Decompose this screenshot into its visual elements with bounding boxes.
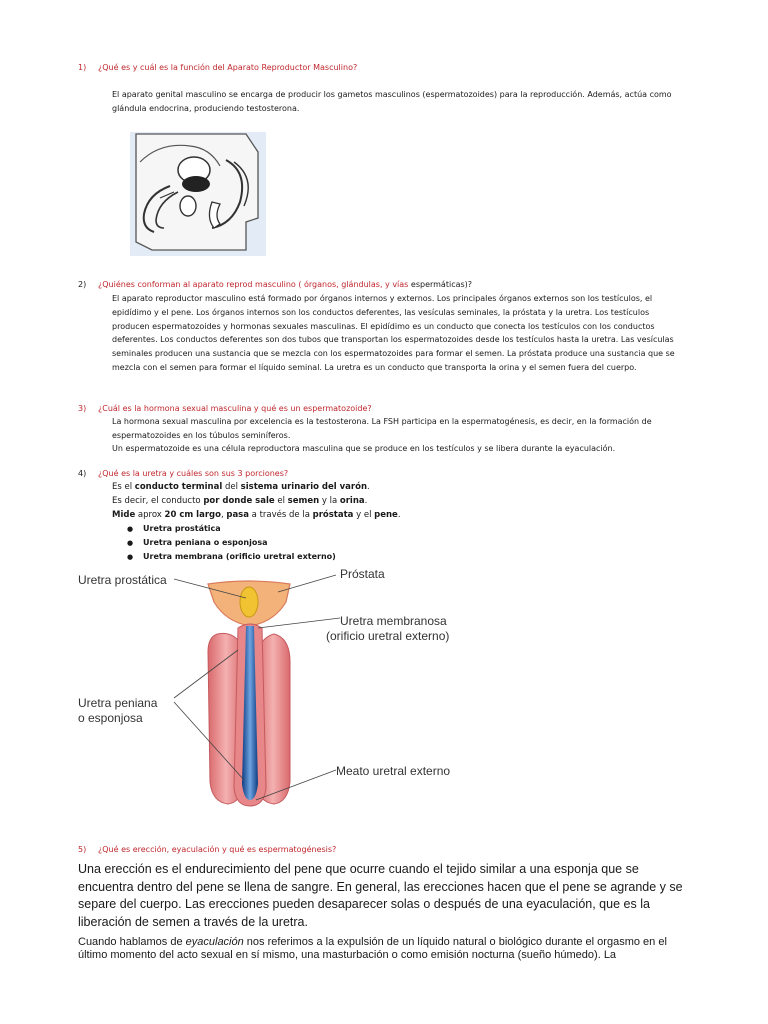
text-run: . xyxy=(397,510,401,520)
text-run: semen xyxy=(287,496,320,506)
urethra-diagram xyxy=(78,562,478,812)
question-5-heading xyxy=(78,844,336,855)
label-external-meatus: Meato uretral externo xyxy=(336,764,451,778)
question-number: 4) xyxy=(78,469,87,478)
question-text: ¿Quiénes conforman al aparato reprod masculino ( órganos, glándulas, y vías xyxy=(98,280,409,289)
answer-2: El aparato reproductor masculino está formado por órganos internos y externos. Los principales órganos externos son los testículos, el epidídimo y el pene. Los órganos internos son los conductos deferentes, las vesículas seminales, la próstata y la uretra. Los testículos producen espermatozoides y hormonas sexuales masculinas. El epidídimo es un conducto que conecta los testículos con los conductos deferentes. Los conductos deferentes son dos tubos que transportan los espermatozoides desde los testículos hasta la uretra. Las vesículas seminales producen una sustancia que se mezcla con los espermatozoides para formar el semen. La próstata produce una sustancia que se mezcla con el semen para formar el líquido seminal. La uretra es un conducto que transporta la orina y el semen fuera del cuerpo. xyxy=(112,294,675,372)
label-prostate: Próstata xyxy=(340,567,385,581)
answer-4-line-2 xyxy=(112,495,682,509)
text-run: conducto terminal xyxy=(134,482,223,492)
text-run: orina xyxy=(339,496,365,506)
answer-1: El aparato genital masculino se encarga de producir los gametos masculinos (espermatozoides) para la reproducción. Además, actúa como glándula endocrina, produciendo testosterona. xyxy=(112,90,672,113)
text-run: sistema urinario del varón xyxy=(240,482,367,492)
text-run: próstata xyxy=(312,510,354,520)
text-run: aprox xyxy=(135,510,165,520)
label-penile-urethra-2: o esponjosa xyxy=(78,711,143,725)
prostatic-gland-shape xyxy=(240,587,258,617)
leader-line xyxy=(258,618,340,628)
question-text: ¿Qué es erección, eyaculación y qué es espermatogénesis? xyxy=(98,845,337,854)
text-run: y la xyxy=(319,496,340,506)
question-number: 3) xyxy=(78,404,87,413)
answer-4-line-3 xyxy=(112,509,682,523)
text-run: del xyxy=(222,482,241,492)
question-text: ¿Cuál es la hormona sexual masculina y qué es un espermatozoide? xyxy=(98,404,372,413)
text-run: Es decir, el conducto xyxy=(112,496,204,506)
answer-3-part-2: Un espermatozoide es una célula reproductora masculina que se produce en los testículos y se libera durante la eyaculación. xyxy=(112,444,616,453)
text-run: por donde sale xyxy=(203,496,275,506)
answer-4-line-1 xyxy=(112,481,682,495)
text-run: nos referimos a la expulsión de un líquido natural o biológico durante el orgasmo en el último momento del acto sexual en sí mismo, una masturbación o como emisión nocturna (sueño húmedo). La xyxy=(78,936,667,961)
question-number: 5) xyxy=(78,845,87,854)
list-item: ● Uretra peniana o esponjosa xyxy=(125,536,336,550)
text-run: el xyxy=(274,496,288,506)
answer-5-paragraph-1: Una erección es el endurecimiento del pene que ocurre cuando el tejido similar a una esponja que se encuentra dentro del pene se llena de sangre. En general, las erecciones hacen que el pene se agrande y se separe del cuerpo. Las erecciones pueden desaparecer solas o después de una eyaculación, que es la liberación de semen a través de la uretra. xyxy=(78,862,683,929)
question-number: 2) xyxy=(78,280,87,289)
male-reproductive-sagittal-illustration xyxy=(130,132,266,256)
label-penile-urethra: Uretra peniana xyxy=(78,696,158,710)
text-run: pene xyxy=(374,510,398,520)
answer-3-part-1: La hormona sexual masculina por excelencia es la testosterona. La FSH participa en la espermatogénesis, es decir, en la formación de espermatozoides en los túbulos seminíferos. xyxy=(112,417,652,440)
question-2-heading xyxy=(78,279,472,290)
text-run: Cuando hablamos de xyxy=(78,936,186,948)
text-run: 20 cm largo xyxy=(164,510,221,520)
answer-5-paragraph-2 xyxy=(78,936,690,962)
urethra-portions-list xyxy=(125,522,336,564)
text-run: pasa xyxy=(226,510,249,520)
question-4-heading xyxy=(78,468,288,479)
label-membranous-urethra-note: (orificio uretral externo) xyxy=(326,629,450,643)
text-run: . xyxy=(364,496,368,506)
list-item: ● Uretra prostática xyxy=(125,522,336,536)
question-number: 1) xyxy=(78,63,87,72)
question-3-heading xyxy=(78,403,372,414)
text-run: y el xyxy=(353,510,375,520)
text-run: . xyxy=(367,482,370,492)
label-membranous-urethra: Uretra membranosa xyxy=(340,614,447,628)
text-run: Mide xyxy=(112,510,136,520)
question-text: ¿Qué es la uretra y cuáles son sus 3 porciones? xyxy=(98,469,289,478)
question-text-end: espermáticas)? xyxy=(408,280,473,289)
question-text: ¿Qué es y cuál es la función del Aparato Reproductor Masculino? xyxy=(98,63,358,72)
question-1-heading xyxy=(78,62,357,73)
label-prostatic-urethra: Uretra prostática xyxy=(78,573,167,587)
text-run: , xyxy=(220,510,227,520)
text-run: Es el xyxy=(112,482,135,492)
list-item: ● Uretra membrana (orificio uretral externo) xyxy=(125,550,336,564)
text-run-italic: eyaculación xyxy=(185,936,244,948)
text-run: a través de la xyxy=(248,510,313,520)
